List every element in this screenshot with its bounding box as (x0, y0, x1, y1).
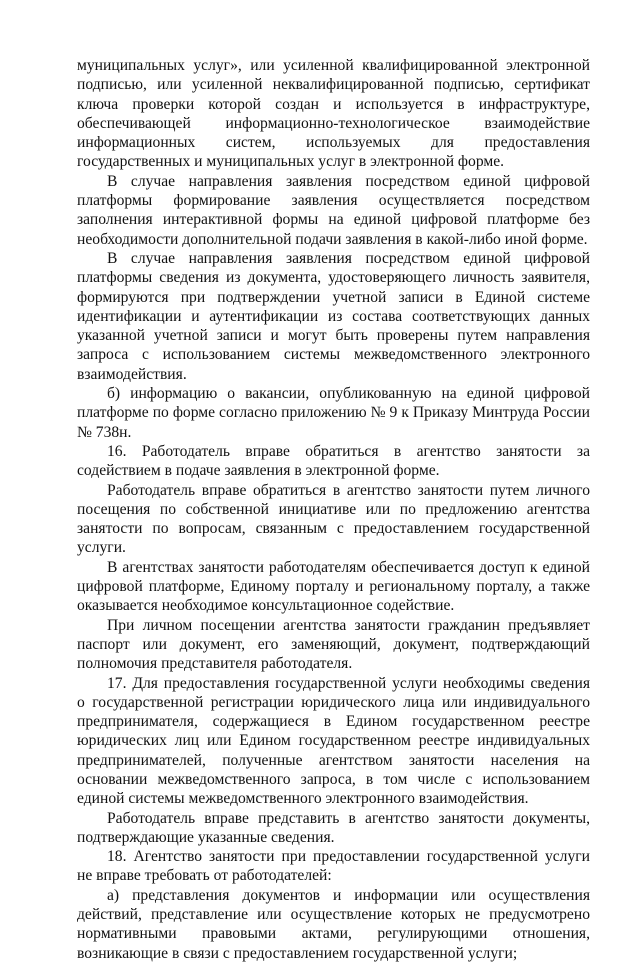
paragraph-9: 17. Для предоставления государственной услуги необходимы сведения о государственной регистрации юридического лица или индивидуального предпринимателя, содержащиеся в Едином государственном реестре юридических лиц или Едином государственном реестре индивидуальных предпринимателей, полученные агентством занятости населения на основании межведомственного запроса, в том числе с использованием единой системы межведомственного электронного взаимодействия. (77, 674, 590, 808)
paragraph-1: муниципальных услуг», или усиленной квалифицированной электронной подписью, или усиленной неквалифицированной подписью, сертификат ключа проверки которой создан и используется в инфраструктуре, обеспечивающей информационно-технологическое взаимодействие информационных систем, используемых для предоставления государственных и муниципальных услуг в электронной форме. (77, 57, 590, 171)
paragraph-4: б) информацию о вакансии, опубликованную на единой цифровой платформе по форме согласно приложению № 9 к Приказу Минтруда России № 738н. (77, 385, 590, 441)
paragraph-12: а) представления документов и информации или осуществления действий, представление или осуществление которых не предусмотрено нормативными правовыми актами, регулирующими отношения, возникающие в связи с предоставлением государственной услуги; (77, 886, 590, 962)
paragraph-7: В агентствах занятости работодателям обеспечивается доступ к единой цифровой платформе, Единому порталу и региональному порталу, а также оказывается необходимое консультационное содействие. (77, 558, 590, 615)
paragraph-11: 18. Агентство занятости при предоставлении государственной услуги не вправе требовать от работодателей: (77, 848, 590, 885)
paragraph-2: В случае направления заявления посредством единой цифровой платформы формирование заявления осуществляется посредством заполнения интерактивной формы на единой цифровой платформе без необходимости дополнительной подачи заявления в какой-либо иной форме. (77, 172, 590, 248)
paragraph-5: 16. Работодатель вправе обратиться в агентство занятости за содействием в подаче заявления в электронной форме. (77, 442, 590, 480)
paragraph-6: Работодатель вправе обратиться в агентство занятости путем личного посещения по собственной инициативе или по предложению агентства занятости по вопросам, связанным с предоставлением государственной услуги. (77, 481, 590, 557)
paragraph-10: Работодатель вправе представить в агентство занятости документы, подтверждающие указанные сведения. (77, 809, 590, 846)
paragraph-8: При личном посещении агентства занятости гражданин предъявляет паспорт или документ, его заменяющий, документ, подтверждающий полномочия представителя работодателя. (77, 616, 590, 673)
paragraph-3: В случае направления заявления посредством единой цифровой платформы сведения из документа, удостоверяющего личность заявителя, формируются при подтверждении учетной записи в Единой системе идентификации и аутентификации из состава соответствующих данных указанной учетной записи и могут быть проверены путем направления запроса с использованием системы межведомственного электронного взаимодействия. (77, 249, 590, 383)
